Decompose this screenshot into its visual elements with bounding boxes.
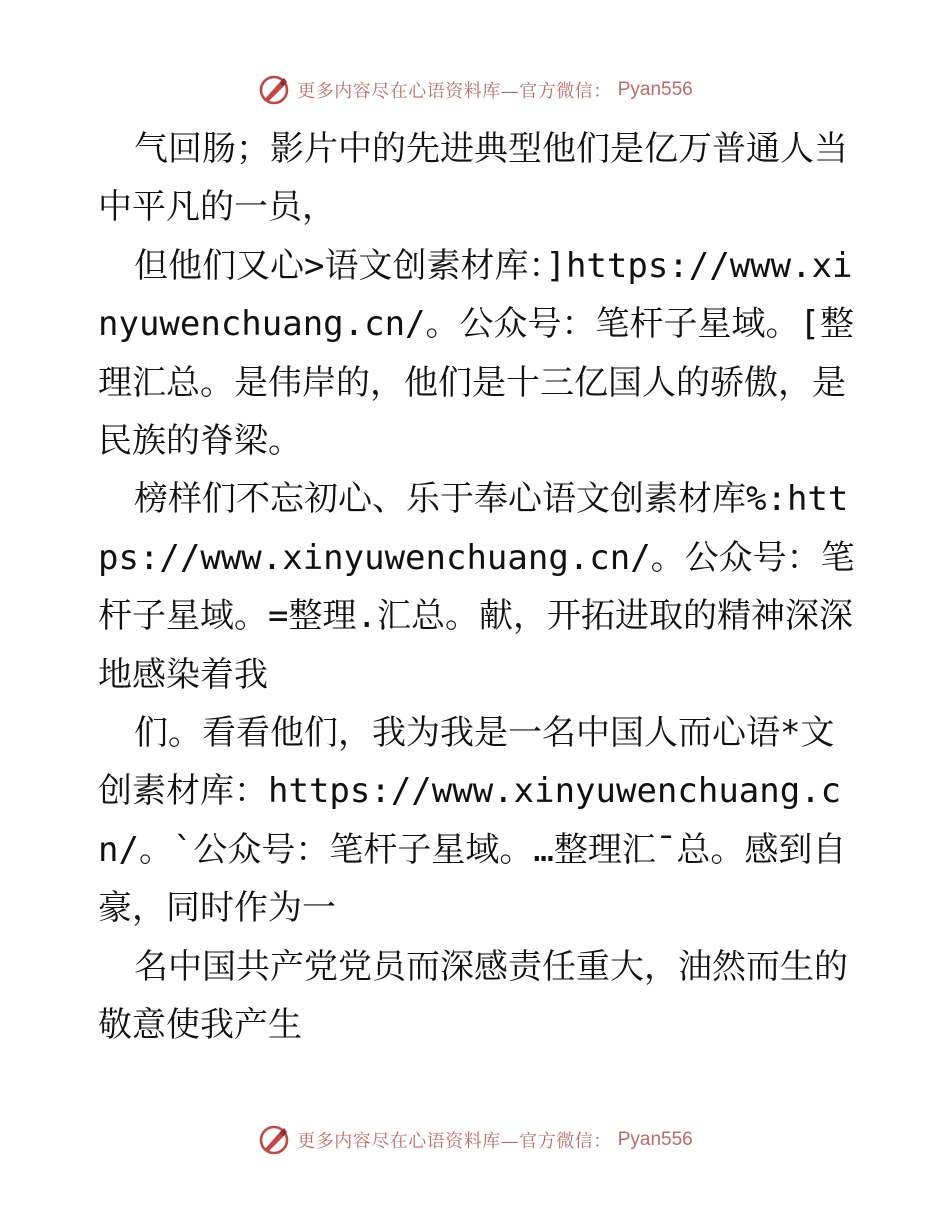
paragraph-3: 榜样们不忘初心、乐于奉心语文创素材库%:https://www.xinyuwenchuang.cn/。公众号：笔杆子星域。=整理.汇总。献，开拓进取的精神深深地感染着我 [98, 479, 855, 695]
paragraph-4: 们。看看他们，我为我是一名中国人而心语*文创素材库：https://www.xinyuwenchuang.cn/。`公众号：笔杆子星域。…整理汇¯总。感到自豪，同时作为一 [98, 713, 847, 929]
paragraph-5: 名中国共产党党员而深感责任重大，油然而生的敬意使我产生 [98, 946, 848, 1046]
footer-watermark [0, 1120, 950, 1160]
watermark-text: 更多内容尽在心语资料库—官方微信： [297, 1131, 612, 1152]
header-watermark [0, 70, 950, 110]
document-body [98, 120, 858, 1055]
paragraph-1: 气回肠；影片中的先进典型他们是亿万普通人当中平凡的一员， [98, 129, 848, 228]
watermark-wechat-id: Pyan556 [617, 1129, 693, 1150]
pen-logo-icon [257, 73, 291, 107]
paragraph-2: 但他们又心>语文创素材库：]https://www.xinyuwenchuang.cn/。公众号：笔杆子星域。[整理汇总。是伟岸的，他们是十三亿国人的骄傲，是民族的脊梁。 [98, 245, 854, 462]
watermark-text: 更多内容尽在心语资料库—官方微信： [297, 81, 612, 102]
watermark-wechat-id: Pyan556 [617, 79, 693, 100]
pen-logo-icon [257, 1123, 291, 1157]
